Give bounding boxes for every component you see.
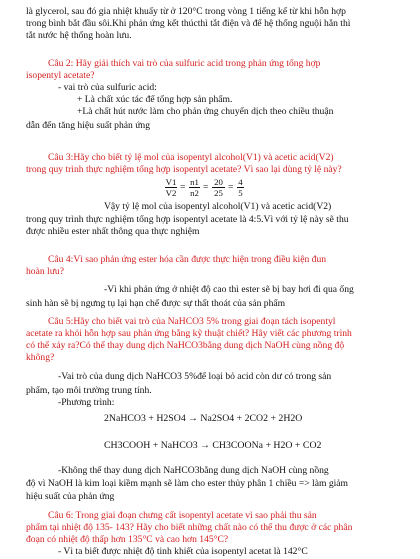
equation-2: CH3COOH + NaHCO3 → CH3COONa + H2O + CO2 bbox=[104, 440, 322, 451]
question-3-line-2: trong quy trình thực nghiệm tổng hợp isopentyl acetate? Vì sao lại dùng tỷ lệ này? bbox=[26, 164, 342, 175]
question-2-line-1: Câu 2: Hãy giải thích vai trò của sulfuric acid trong phản ứng tổng hợp bbox=[48, 58, 321, 69]
answer-5-line-1: -Vai trò của dung dịch NaHCO3 5%để loại bỏ acid còn dư có trong sản bbox=[58, 371, 332, 382]
answer-5-line-3: -Phương trình: bbox=[58, 397, 115, 408]
answer-2-line-3: +Là chất hút nước làm cho phản ứng chuyển dịch theo chiều thuận bbox=[77, 106, 334, 117]
question-2-line-2: isopentyl acetate? bbox=[26, 70, 95, 81]
question-6-line-2: phẩm tại nhiệt độ 135- 143? Hãy cho biết những chất nào có thể thu được ở các phân bbox=[26, 522, 353, 533]
fraction-denominator: V2 bbox=[165, 188, 177, 198]
answer-4-line-1: -Vì khi phản ứng ở nhiệt độ cao thì ester sẽ bị bay hơi đi qua ống bbox=[104, 284, 354, 295]
answer-4-line-2: sinh hàn sẽ bị ngưng tụ lại hạn chế được sự thất thoát của sản phẩm bbox=[26, 298, 286, 309]
question-6-line-1: Câu 6: Trong giai đoạn chưng cất isopentyl acetate vì sao phải thu sản bbox=[48, 510, 317, 521]
answer-5-line-4: -Không thể thay dung dịch NaHCO3bằng dung dịch NaOH cùng nồng bbox=[58, 465, 329, 476]
answer-2-line-4: dẫn đến tăng hiệu suất phản ứng bbox=[26, 120, 151, 131]
fraction-v1-v2 bbox=[164, 177, 178, 198]
question-5-line-2: acetate ra khỏi hỗn hợp sau phản ứng bằng kỹ thuật chiết? Hãy viết các phương trình bbox=[26, 328, 352, 339]
answer-6-line-1: - Vì ta biết được nhiệt độ tinh khiết của isopentyl acetat là 142°C bbox=[58, 546, 308, 557]
answer-5-line-5: độ vì NaOH là kim loại kiềm mạnh sẽ làm cho ester thủy phân 1 chiều => làm giảm bbox=[26, 478, 349, 489]
fraction-n1-n2 bbox=[188, 177, 201, 198]
question-5-line-1: Câu 5:Hãy cho biết vai trò của NaHCO3 5% trong giai đoạn tách isopentyl bbox=[48, 316, 336, 327]
fraction-numerator: 20 bbox=[214, 177, 223, 187]
answer-2-line-1: - vai trò của sulfuric acid: bbox=[58, 82, 157, 93]
question-5-line-4: không? bbox=[26, 352, 55, 363]
answer-3-line-2: trong quy trình thực nghiệm tổng hợp isopentyl acetate là 4:5.Vì với tỷ lệ này sẽ thu bbox=[26, 214, 349, 225]
equation-1: 2NaHCO3 + H2SO4 → Na2SO4 + 2CO2 + 2H2O bbox=[104, 413, 303, 424]
answer-3-line-1: Vậy tỷ lệ mol của isopentyl alcohol(V1) và acetic acid(V2) bbox=[104, 201, 332, 212]
fraction-20-25 bbox=[211, 177, 226, 198]
answer-5-line-2: phẩm, tạo môi trường trung tính. bbox=[26, 385, 152, 396]
answer-2-line-2: + Là chất xúc tác để tổng hợp sản phẩm. bbox=[77, 94, 233, 105]
fraction-numerator: 4 bbox=[238, 177, 243, 187]
intro-line-1: là glycerol, sau đó gia nhiệt khuấy từ ở 120°C trong vòng 1 tiếng kể từ khi hỗn hợp bbox=[26, 6, 346, 17]
answer-3-line-3: được nhiều ester nhất thông qua thực nghiệm bbox=[26, 226, 200, 237]
intro-line-2: trong bình bắt đầu sôi.Khi phản ứng kết thúcthì tắt điện và để hệ thống nguội hẳn thì bbox=[26, 18, 351, 29]
answer-5-line-6: hiệu suất của phản ứng bbox=[26, 491, 115, 502]
equals-sign: = bbox=[180, 182, 186, 193]
fraction-numerator: V1 bbox=[165, 177, 177, 187]
equals-sign: = bbox=[203, 182, 209, 193]
fraction-denominator: n2 bbox=[190, 188, 199, 198]
question-6-line-3: đoạn có nhiệt độ thấp hơn 135°C và cao hơn 145°C? bbox=[26, 534, 229, 545]
fraction-denominator: 5 bbox=[238, 188, 243, 198]
fraction-denominator: 25 bbox=[214, 188, 223, 198]
fraction-4-5 bbox=[236, 177, 245, 198]
question-5-line-3: có thể xảy ra?Có thể thay dung dịch NaHCO3bằng dung dịch NaOH cùng nồng độ bbox=[26, 340, 345, 351]
fraction-numerator: n1 bbox=[190, 177, 199, 187]
question-3-line-1: Câu 3:Hãy cho biết tỷ lệ mol của isopentyl alcohol(V1) và acetic acid(V2) bbox=[48, 152, 334, 163]
question-4-line-1: Câu 4:Vì sao phản ứng ester hóa cần được thực hiện trong điều kiện đun bbox=[48, 254, 327, 265]
equals-sign: = bbox=[228, 182, 234, 193]
question-4-line-2: hoàn lưu? bbox=[26, 266, 64, 277]
intro-line-3: tắt nước hệ thống hoàn lưu. bbox=[26, 30, 132, 41]
